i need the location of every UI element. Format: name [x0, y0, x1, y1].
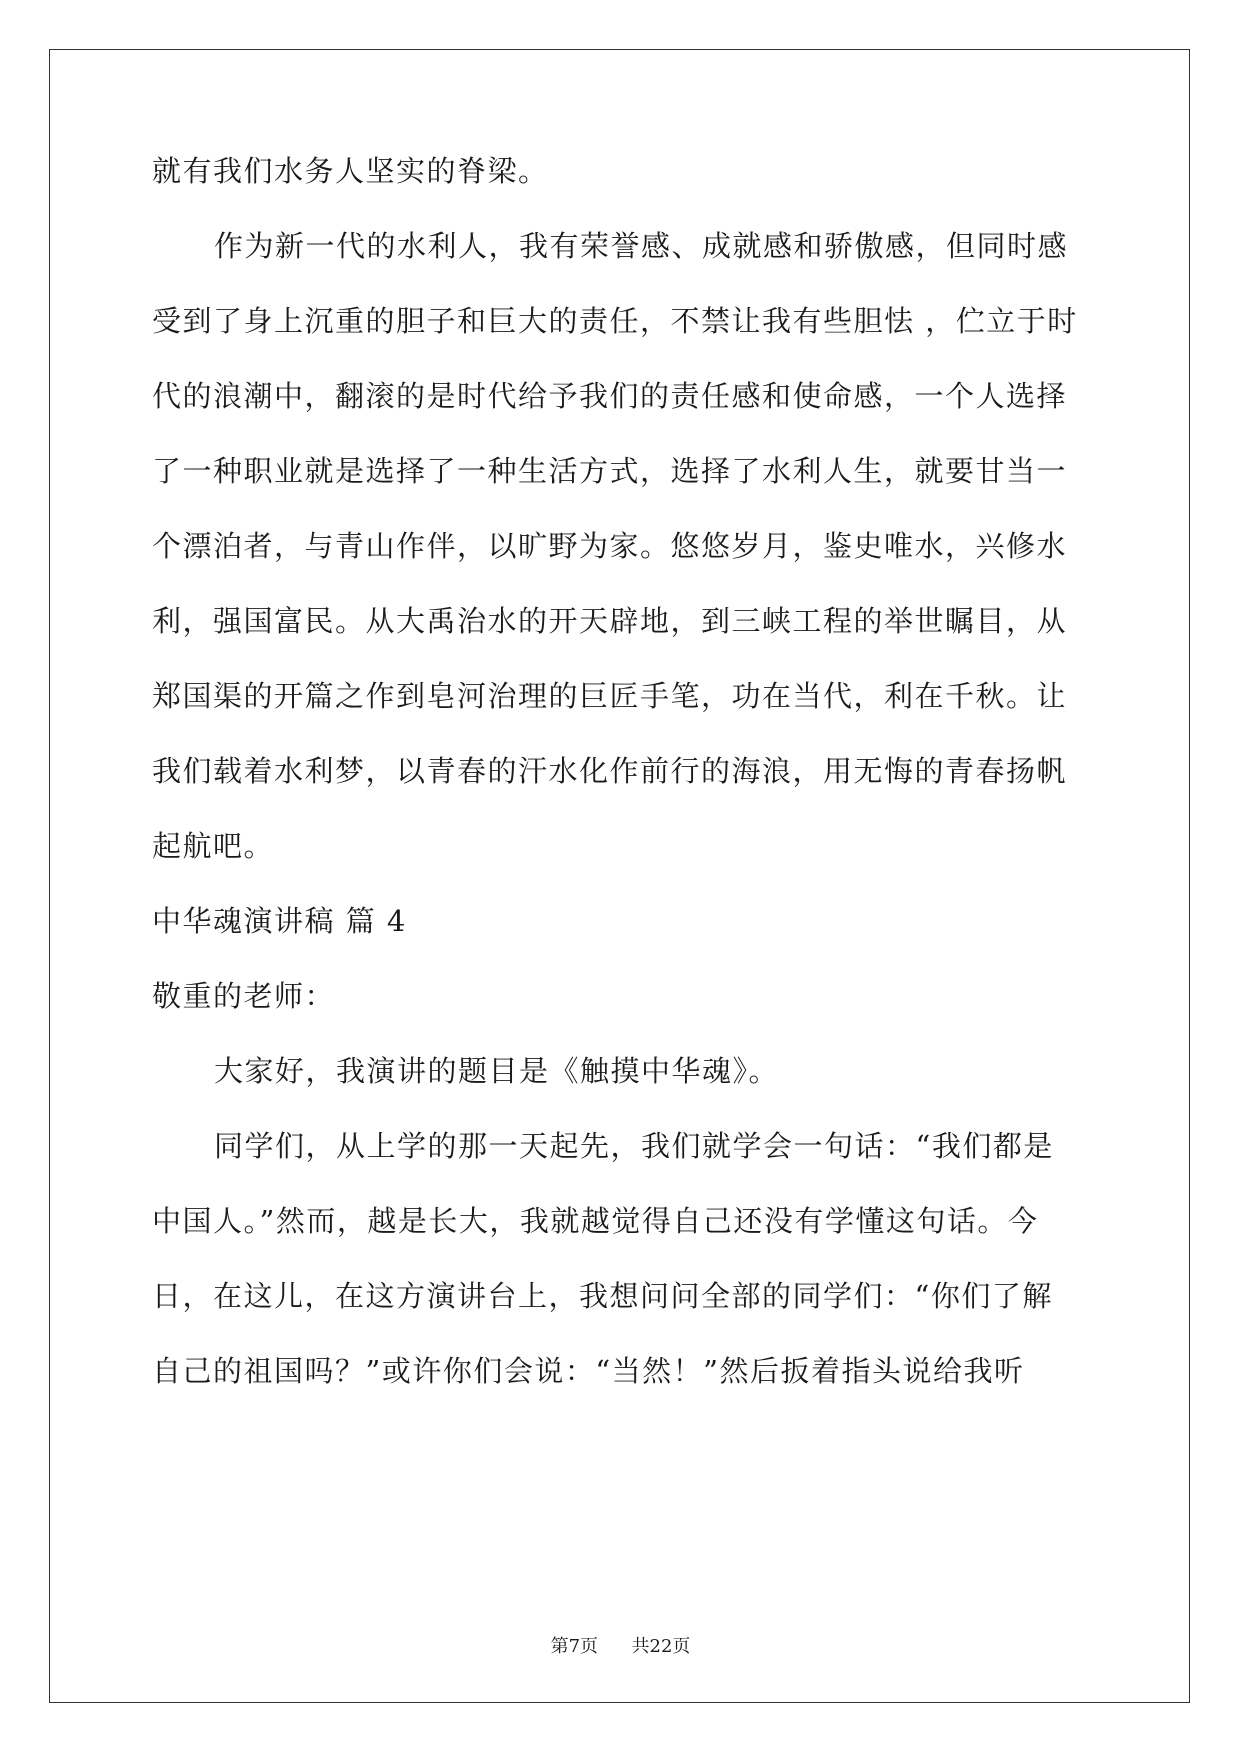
text-line: 了一种职业就是选择了一种生活方式，选择了水利人生，就要甘当一 — [152, 454, 1068, 488]
section-heading: 中华魂演讲稿 篇 4 — [152, 904, 407, 938]
text-line: 受到了身上沉重的胆子和巨大的责任，不禁让我有些胆怯 ，伫立于时 — [152, 304, 1078, 338]
page-border — [49, 49, 1190, 1703]
text-line: 自己的祖国吗？”或许你们会说：“当然！”然后扳着指头说给我听 — [152, 1354, 1025, 1388]
salutation: 敬重的老师： — [152, 979, 336, 1013]
text-line: 代的浪潮中，翻滚的是时代给予我们的责任感和使命感，一个人选择 — [152, 379, 1068, 413]
page-total: 共22页 — [631, 1636, 691, 1657]
text-line: 利，强国富民。从大禹治水的开天辟地，到三峡工程的举世瞩目，从 — [152, 604, 1068, 638]
paragraph-start-line: 大家好，我演讲的题目是《触摸中华魂》。 — [214, 1054, 780, 1088]
text-line: 日，在这儿，在这方演讲台上，我想问问全部的同学们：“你们了解 — [152, 1279, 1053, 1313]
text-line: 起航吧。 — [152, 829, 275, 863]
text-line: 我们载着水利梦，以青春的汗水化作前行的海浪，用无悔的青春扬帆 — [152, 754, 1068, 788]
text-line: 中国人。”然而，越是长大，我就越觉得自己还没有学懂这句话。今 — [152, 1204, 1039, 1238]
text-line: 郑国渠的开篇之作到皂河治理的巨匠手笔，功在当代，利在千秋。让 — [152, 679, 1068, 713]
paragraph-start-line: 同学们，从上学的那一天起先，我们就学会一句话：“我们都是 — [214, 1129, 1054, 1163]
text-line: 就有我们水务人坚实的脊梁。 — [152, 154, 549, 188]
text-line: 个漂泊者，与青山作伴，以旷野为家。悠悠岁月，鉴史唯水，兴修水 — [152, 529, 1068, 563]
paragraph-start-line: 作为新一代的水利人，我有荣誉感、成就感和骄傲感，但同时感 — [214, 229, 1069, 263]
page-number: 第7页 — [550, 1636, 599, 1657]
page-footer — [0, 1635, 1241, 1659]
